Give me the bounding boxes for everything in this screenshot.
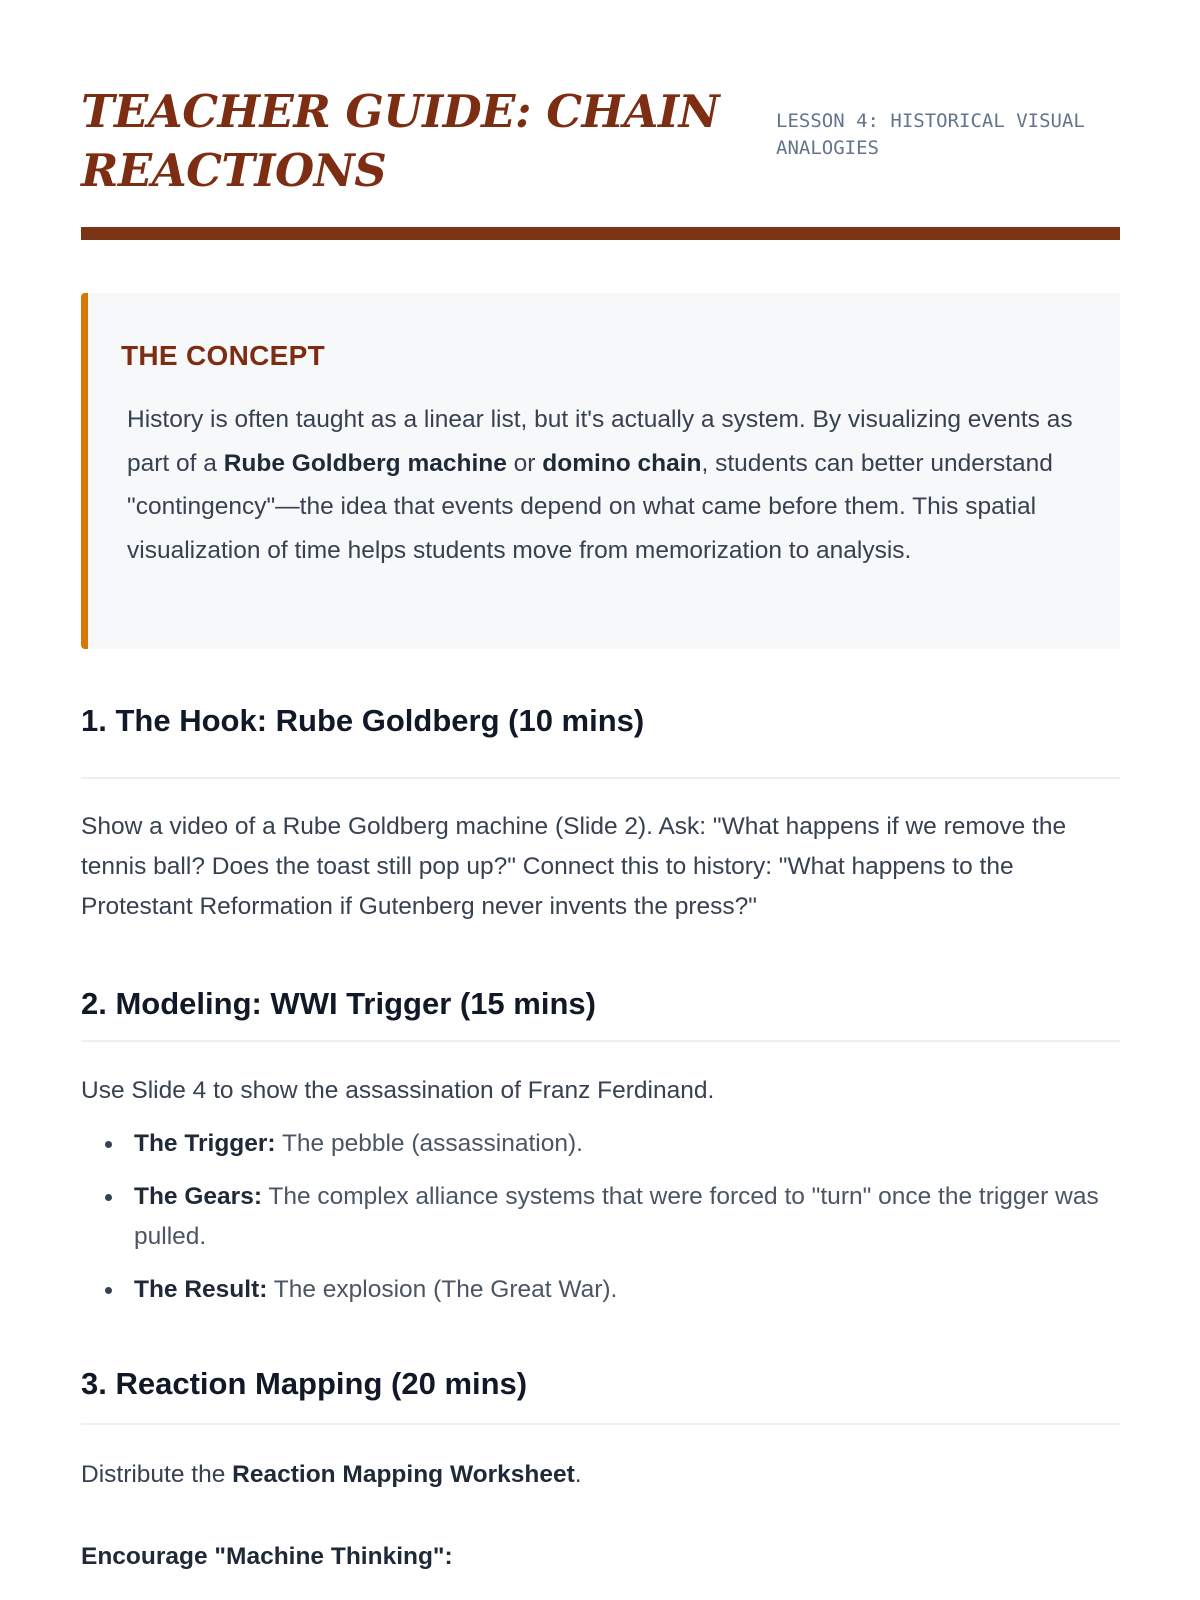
- concept-text-3: , students can better understand "contingency"—the idea that events depend on what came before them. This spatial visualization of time helps students move from memorization to analysis.: [127, 449, 1053, 564]
- section-3-divider: [81, 1423, 1120, 1425]
- page-header: [81, 0, 1120, 241]
- bullet-text: The pebble (assassination).: [275, 1130, 583, 1157]
- section-3-text-2: .: [574, 1461, 582, 1488]
- concept-text-2: or: [506, 449, 543, 477]
- encourage-heading: Encourage "Machine Thinking":: [81, 1543, 453, 1570]
- bullet-trigger: [81, 1124, 1120, 1164]
- concept-bold-domino-chain: domino chain: [542, 449, 702, 477]
- bullet-label: The Result:: [134, 1276, 268, 1303]
- section-1-divider: [81, 777, 1120, 779]
- bullet-text: The explosion (The Great War).: [267, 1276, 618, 1303]
- section-2-divider: [81, 1040, 1120, 1042]
- section-1-text: Show a video of a Rube Goldberg machine (Slide 2). Ask: "What happens if we remove the tennis ball? Does the toast still pop up?" Connect this to history: "What happens to the Protestant Reformation if Gutenberg never invents the press?": [81, 813, 1067, 920]
- section-2-heading: 2. Modeling: WWI Trigger (15 mins): [81, 986, 596, 1021]
- page-title: TEACHER GUIDE: CHAIN REACTIONS: [81, 85, 720, 197]
- header-divider: [81, 227, 1120, 240]
- section-2-intro: Use Slide 4 to show the assassination of Franz Ferdinand.: [81, 1077, 715, 1104]
- worksheet-name: Reaction Mapping Worksheet: [232, 1461, 575, 1488]
- bullet-label: The Gears:: [134, 1183, 262, 1210]
- bullet-gears: [81, 1177, 1120, 1257]
- bullet-text: The complex alliance systems that were forced to "turn" once the trigger was pulled.: [134, 1183, 1099, 1250]
- section-3-text-1: Distribute the: [81, 1461, 233, 1488]
- bullet-result: [81, 1270, 1120, 1310]
- section-2-bullet-list: [81, 1124, 1120, 1323]
- section-1-heading: 1. The Hook: Rube Goldberg (10 mins): [81, 703, 645, 738]
- bullet-label: The Trigger:: [134, 1130, 276, 1157]
- concept-body: [127, 398, 1087, 572]
- concept-text-1: History is often taught as a linear list, but it's actually a system. By visualizing events as part of a: [127, 406, 1073, 477]
- lesson-label: LESSON 4: HISTORICAL VISUAL ANALOGIES: [776, 110, 1085, 159]
- section-3-text: [81, 1455, 1120, 1495]
- concept-heading: THE CONCEPT: [121, 340, 325, 371]
- concept-bold-rube-goldberg: Rube Goldberg machine: [223, 449, 507, 477]
- section-3-heading: 3. Reaction Mapping (20 mins): [81, 1366, 528, 1401]
- teacher-guide-page: [81, 0, 1120, 1570]
